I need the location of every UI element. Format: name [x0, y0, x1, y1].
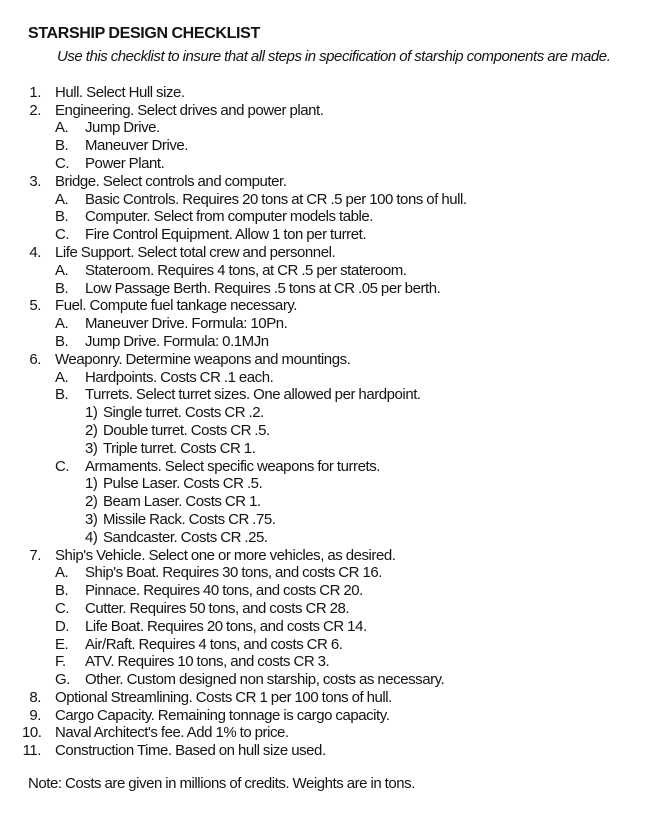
item-marker: G. — [55, 671, 70, 689]
item-marker: 5. — [29, 297, 41, 315]
item-text: Jump Drive. — [85, 119, 160, 137]
checklist-item — [85, 404, 626, 422]
item-text: Pulse Laser. Costs CR .5. — [103, 475, 263, 493]
checklist-item — [22, 547, 626, 565]
checklist-item — [22, 244, 626, 262]
intro-paragraph: Use this checklist to insure that all steps in specification of starship components are made. — [57, 48, 611, 65]
item-text: Engineering. Select drives and power plant. — [55, 101, 324, 119]
item-marker: 7. — [29, 546, 41, 564]
checklist-item — [22, 102, 626, 120]
checklist-item — [55, 262, 626, 280]
item-text: Beam Laser. Costs CR 1. — [103, 493, 261, 511]
checklist-item — [22, 742, 626, 760]
item-marker: A. — [55, 119, 69, 137]
item-marker: 3) — [85, 510, 98, 528]
checklist-item — [55, 600, 626, 618]
item-text: Basic Controls. Requires 20 tons at CR .5 per 100 tons of hull. — [85, 190, 467, 208]
checklist-item — [55, 208, 626, 226]
checklist-item — [22, 351, 626, 369]
checklist-item — [55, 137, 626, 155]
checklist-item — [85, 493, 626, 511]
item-text: Other. Custom designed non starship, costs as necessary. — [85, 671, 445, 689]
item-text: Fuel. Compute fuel tankage necessary. — [55, 297, 298, 315]
item-text: Triple turret. Costs CR 1. — [103, 439, 256, 457]
item-marker: 2) — [85, 493, 98, 511]
item-text: Maneuver Drive. — [85, 137, 188, 155]
item-marker: B. — [55, 386, 69, 404]
item-text: Ship's Boat. Requires 30 tons, and costs CR 16. — [85, 564, 382, 582]
item-marker: 8. — [29, 688, 41, 706]
item-text: Stateroom. Requires 4 tons, at CR .5 per stateroom. — [85, 261, 407, 279]
item-text: Life Boat. Requires 20 tons, and costs CR 14. — [85, 617, 367, 635]
item-marker: A. — [55, 564, 69, 582]
item-marker: 3) — [85, 439, 98, 457]
item-marker: 4. — [29, 243, 41, 261]
item-text: Fire Control Equipment. Allow 1 ton per turret. — [85, 226, 367, 244]
item-marker: 1) — [85, 404, 98, 422]
item-marker: 3. — [29, 172, 41, 190]
item-text: Single turret. Costs CR .2. — [103, 404, 264, 422]
item-marker: 10. — [22, 724, 42, 742]
item-text: Cutter. Requires 50 tons, and costs CR 28. — [85, 599, 350, 617]
checklist-item — [55, 191, 626, 209]
checklist-item — [55, 119, 626, 137]
item-text: ATV. Requires 10 tons, and costs CR 3. — [85, 653, 330, 671]
checklist-item — [85, 475, 626, 493]
checklist-item — [55, 333, 626, 351]
item-text: Power Plant. — [85, 154, 165, 172]
checklist-item — [85, 440, 626, 458]
checklist-item — [55, 564, 626, 582]
item-text: Air/Raft. Requires 4 tons, and costs CR 6. — [85, 635, 343, 653]
checklist-item — [55, 582, 626, 600]
item-text: Missile Rack. Costs CR .75. — [103, 510, 276, 528]
item-marker: B. — [55, 332, 69, 350]
checklist-item — [55, 636, 626, 654]
checklist-item — [55, 315, 626, 333]
item-text: Naval Architect's fee. Add 1% to price. — [55, 724, 289, 742]
checklist-item — [22, 84, 626, 102]
checklist-item — [85, 422, 626, 440]
item-text: Maneuver Drive. Formula: 10Pn. — [85, 315, 288, 333]
item-marker: C. — [55, 599, 70, 617]
item-text: Hardpoints. Costs CR .1 each. — [85, 368, 274, 386]
page-title: STARSHIP DESIGN CHECKLIST — [28, 25, 260, 42]
item-text: Jump Drive. Formula: 0.1MJn — [85, 332, 269, 350]
item-marker: E. — [55, 635, 69, 653]
item-marker: 1. — [29, 83, 41, 101]
checklist-item — [55, 226, 626, 244]
item-text: Double turret. Costs CR .5. — [103, 421, 270, 439]
checklist-item — [55, 386, 626, 404]
item-marker: A. — [55, 368, 69, 386]
item-marker: B. — [55, 208, 69, 226]
item-text: Sandcaster. Costs CR .25. — [103, 528, 268, 546]
item-marker: 1) — [85, 475, 98, 493]
item-text: Hull. Select Hull size. — [55, 83, 185, 101]
item-text: Weaponry. Determine weapons and mountings. — [55, 350, 351, 368]
item-text: Construction Time. Based on hull size used. — [55, 742, 326, 760]
item-marker: 9. — [29, 706, 41, 724]
item-text: Computer. Select from computer models table. — [85, 208, 374, 226]
item-marker: D. — [55, 617, 70, 635]
item-marker: C. — [55, 154, 70, 172]
checklist-item — [55, 155, 626, 173]
item-marker: B. — [55, 582, 69, 600]
checklist-item — [85, 529, 626, 547]
checklist-item — [55, 280, 626, 298]
checklist — [22, 83, 626, 760]
checklist-item — [55, 369, 626, 387]
item-marker: B. — [55, 279, 69, 297]
checklist-item — [85, 511, 626, 529]
item-text: Pinnace. Requires 40 tons, and costs CR 20. — [85, 582, 363, 600]
item-marker: A. — [55, 261, 69, 279]
item-text: Ship's Vehicle. Select one or more vehicles, as desired. — [55, 546, 396, 564]
item-marker: 11. — [22, 742, 41, 760]
item-marker: 4) — [85, 528, 98, 546]
checklist-item — [55, 458, 626, 476]
item-marker: 2) — [85, 421, 98, 439]
item-text: Bridge. Select controls and computer. — [55, 172, 287, 190]
item-text: Low Passage Berth. Requires .5 tons at CR .05 per berth. — [85, 279, 441, 297]
checklist-item — [55, 618, 626, 636]
item-marker: 2. — [29, 101, 41, 119]
checklist-item — [22, 707, 626, 725]
item-text: Optional Streamlining. Costs CR 1 per 100 tons of hull. — [55, 688, 392, 706]
item-text: Turrets. Select turret sizes. One allowed per hardpoint. — [85, 386, 421, 404]
item-marker: B. — [55, 137, 69, 155]
checklist-item — [22, 724, 626, 742]
checklist-item — [22, 689, 626, 707]
item-marker: 6. — [29, 350, 41, 368]
item-marker: F. — [55, 653, 66, 671]
item-text: Life Support. Select total crew and personnel. — [55, 243, 336, 261]
item-text: Cargo Capacity. Remaining tonnage is cargo capacity. — [55, 706, 390, 724]
item-marker: C. — [55, 457, 70, 475]
checklist-item — [22, 173, 626, 191]
item-marker: A. — [55, 190, 69, 208]
checklist-item — [22, 297, 626, 315]
item-text: Armaments. Select specific weapons for turrets. — [85, 457, 380, 475]
checklist-item — [55, 653, 626, 671]
item-marker: A. — [55, 315, 69, 333]
item-marker: C. — [55, 226, 70, 244]
checklist-item — [55, 671, 626, 689]
footnote: Note: Costs are given in millions of credits. Weights are in tons. — [28, 775, 415, 793]
